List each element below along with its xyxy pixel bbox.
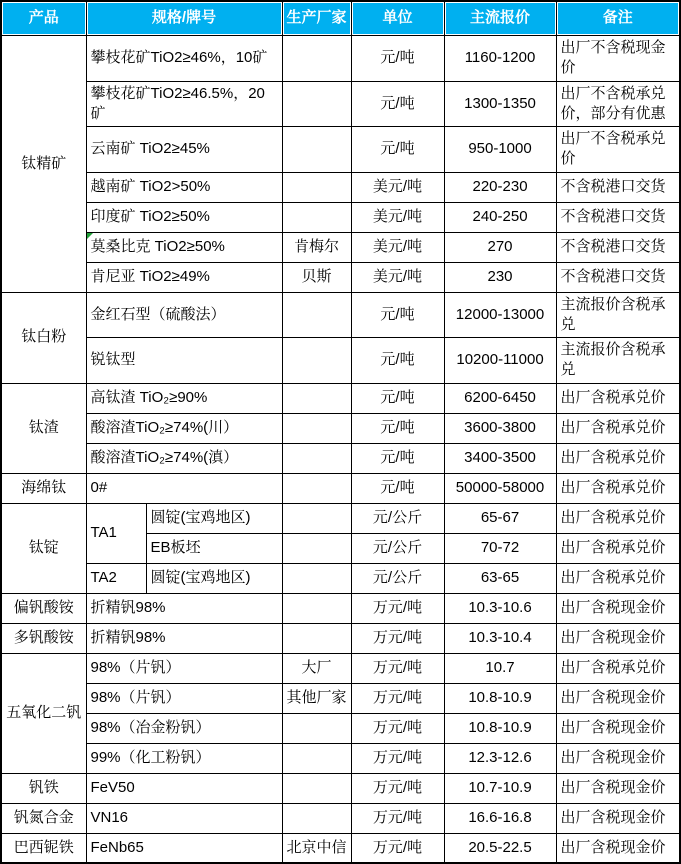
table-row: [1, 36, 680, 82]
cell-unit: 万元/吨: [351, 593, 444, 623]
cell-note: 出厂含税现金价: [556, 803, 680, 833]
cell-manufacturer: [282, 623, 351, 653]
cell-price: 1160-1200: [444, 36, 556, 82]
cell-note: 不含税港口交货: [556, 262, 680, 292]
table-row: [1, 743, 680, 773]
cell-price: 230: [444, 262, 556, 292]
cell-unit: 万元/吨: [351, 623, 444, 653]
cell-price: 10.7: [444, 653, 556, 683]
table-row: [1, 773, 680, 803]
cell-unit: 美元/吨: [351, 262, 444, 292]
cell-price: 10.3-10.4: [444, 623, 556, 653]
cell-unit: 美元/吨: [351, 172, 444, 202]
cell-price: 10200-11000: [444, 338, 556, 384]
cell-spec: 折精钒98%: [86, 593, 282, 623]
cell-note: 出厂不含税承兑价，部分有优惠: [556, 81, 680, 127]
cell-product-group: 巴西铌铁: [1, 833, 86, 863]
cell-note: 主流报价含税承兑: [556, 338, 680, 384]
table-row: [1, 413, 680, 443]
table-header-row: [1, 1, 680, 36]
cell-product-group: 钛锭: [1, 503, 86, 593]
cell-spec: FeV50: [86, 773, 282, 803]
cell-manufacturer: 其他厂家: [282, 683, 351, 713]
header-spec: 规格/牌号: [86, 1, 282, 36]
cell-note: 出厂含税承兑价: [556, 653, 680, 683]
cell-spec: 云南矿 TiO2≥45%: [86, 127, 282, 173]
cell-spec: 金红石型（硫酸法）: [86, 292, 282, 338]
table-row: [1, 383, 680, 413]
cell-price: 65-67: [444, 503, 556, 533]
cell-price: 1300-1350: [444, 81, 556, 127]
cell-price: 50000-58000: [444, 473, 556, 503]
cell-price: 10.8-10.9: [444, 683, 556, 713]
cell-unit: 万元/吨: [351, 743, 444, 773]
cell-note: 出厂含税承兑价: [556, 383, 680, 413]
header-manufacturer: 生产厂家: [282, 1, 351, 36]
cell-unit: 万元/吨: [351, 713, 444, 743]
cell-manufacturer: 贝斯: [282, 262, 351, 292]
cell-manufacturer: [282, 773, 351, 803]
cell-note: 不含税港口交货: [556, 202, 680, 232]
cell-unit: 元/吨: [351, 338, 444, 384]
cell-manufacturer: [282, 713, 351, 743]
cell-spec: 折精钒98%: [86, 623, 282, 653]
cell-unit: 元/吨: [351, 81, 444, 127]
cell-unit: 元/公斤: [351, 503, 444, 533]
cell-unit: 万元/吨: [351, 683, 444, 713]
cell-product-group: 多钒酸铵: [1, 623, 86, 653]
cell-spec: VN16: [86, 803, 282, 833]
table-row: [1, 833, 680, 863]
header-price: 主流报价: [444, 1, 556, 36]
table-row: [1, 653, 680, 683]
cell-note: 出厂含税承兑价: [556, 443, 680, 473]
cell-price: 270: [444, 232, 556, 262]
cell-spec: 印度矿 TiO2≥50%: [86, 202, 282, 232]
cell-manufacturer: [282, 443, 351, 473]
cell-manufacturer: [282, 36, 351, 82]
cell-product-group: 钛渣: [1, 383, 86, 473]
cell-unit: 元/吨: [351, 443, 444, 473]
cell-price: 10.8-10.9: [444, 713, 556, 743]
cell-manufacturer: [282, 803, 351, 833]
cell-unit: 元/公斤: [351, 563, 444, 593]
cell-note: 出厂含税现金价: [556, 593, 680, 623]
cell-unit: 万元/吨: [351, 803, 444, 833]
cell-corner-marker: [87, 233, 93, 239]
cell-note: 出厂含税现金价: [556, 833, 680, 863]
cell-unit: 万元/吨: [351, 773, 444, 803]
cell-price: 3600-3800: [444, 413, 556, 443]
cell-manufacturer: [282, 172, 351, 202]
table-row: [1, 443, 680, 473]
cell-price: 6200-6450: [444, 383, 556, 413]
cell-price: 70-72: [444, 533, 556, 563]
cell-unit: 元/吨: [351, 413, 444, 443]
table-row: [1, 127, 680, 173]
cell-spec: 高钛渣 TiO₂≥90%: [86, 383, 282, 413]
cell-manufacturer: 肯梅尔: [282, 232, 351, 262]
cell-unit: 元/公斤: [351, 533, 444, 563]
cell-manufacturer: [282, 202, 351, 232]
cell-unit: 元/吨: [351, 36, 444, 82]
cell-product-group: 五氧化二钒: [1, 653, 86, 773]
cell-manufacturer: [282, 127, 351, 173]
cell-unit: 元/吨: [351, 473, 444, 503]
table-row: [1, 232, 680, 262]
cell-spec: 98%（片钒）: [86, 653, 282, 683]
cell-spec: 越南矿 TiO2>50%: [86, 172, 282, 202]
cell-unit: 美元/吨: [351, 202, 444, 232]
cell-price: 220-230: [444, 172, 556, 202]
table-row: [1, 202, 680, 232]
table-row: [1, 172, 680, 202]
cell-manufacturer: 北京中信: [282, 833, 351, 863]
header-unit: 单位: [351, 1, 444, 36]
cell-price: 12000-13000: [444, 292, 556, 338]
cell-manufacturer: [282, 383, 351, 413]
cell-form: 圆锭(宝鸡地区): [146, 503, 282, 533]
cell-unit: 元/吨: [351, 127, 444, 173]
cell-price: 12.3-12.6: [444, 743, 556, 773]
cell-manufacturer: [282, 292, 351, 338]
cell-note: 出厂含税现金价: [556, 713, 680, 743]
header-note: 备注: [556, 1, 680, 36]
cell-spec: 98%（冶金粉钒）: [86, 713, 282, 743]
cell-spec: 攀枝花矿TiO2≥46%，10矿: [86, 36, 282, 82]
cell-note: 出厂含税承兑价: [556, 563, 680, 593]
table-row: [1, 81, 680, 127]
cell-manufacturer: [282, 563, 351, 593]
cell-unit: 万元/吨: [351, 833, 444, 863]
cell-note: 出厂不含税承兑价: [556, 127, 680, 173]
header-product: 产品: [1, 1, 86, 36]
cell-spec: [86, 232, 282, 262]
cell-grade: TA1: [86, 503, 146, 563]
cell-spec: 98%（片钒）: [86, 683, 282, 713]
cell-spec: FeNb65: [86, 833, 282, 863]
table-row: [1, 262, 680, 292]
cell-product-group: 海绵钛: [1, 473, 86, 503]
cell-price: 10.3-10.6: [444, 593, 556, 623]
cell-note: 出厂含税现金价: [556, 683, 680, 713]
cell-price: 63-65: [444, 563, 556, 593]
cell-product-group: 偏钒酸铵: [1, 593, 86, 623]
table-row: [1, 713, 680, 743]
cell-manufacturer: [282, 338, 351, 384]
table-row: [1, 503, 680, 533]
cell-note: 出厂含税承兑价: [556, 503, 680, 533]
cell-unit: 元/吨: [351, 292, 444, 338]
table-row: [1, 292, 680, 338]
cell-note: 主流报价含税承兑: [556, 292, 680, 338]
cell-price: 16.6-16.8: [444, 803, 556, 833]
cell-note: 出厂含税承兑价: [556, 533, 680, 563]
cell-manufacturer: [282, 81, 351, 127]
cell-grade: TA2: [86, 563, 146, 593]
table-row: [1, 803, 680, 833]
cell-spec: 肯尼亚 TiO2≥49%: [86, 262, 282, 292]
cell-price: 20.5-22.5: [444, 833, 556, 863]
spec-text: 莫桑比克 TiO2≥50%: [90, 237, 225, 255]
table-row: [1, 338, 680, 384]
cell-price: 240-250: [444, 202, 556, 232]
cell-unit: 万元/吨: [351, 653, 444, 683]
cell-manufacturer: [282, 593, 351, 623]
cell-price: 950-1000: [444, 127, 556, 173]
cell-product-group: 钒氮合金: [1, 803, 86, 833]
table-row: [1, 683, 680, 713]
cell-manufacturer: 大厂: [282, 653, 351, 683]
cell-manufacturer: [282, 413, 351, 443]
cell-note: 出厂含税承兑价: [556, 413, 680, 443]
table-row: [1, 473, 680, 503]
table-row: [1, 563, 680, 593]
table-row: [1, 593, 680, 623]
cell-spec: 酸溶渣TiO₂≥74%(川）: [86, 413, 282, 443]
cell-spec: 酸溶渣TiO₂≥74%(滇）: [86, 443, 282, 473]
cell-manufacturer: [282, 533, 351, 563]
cell-note: 出厂含税现金价: [556, 773, 680, 803]
cell-note: 出厂不含税现金价: [556, 36, 680, 82]
cell-price: 10.7-10.9: [444, 773, 556, 803]
cell-spec: 0#: [86, 473, 282, 503]
cell-note: 出厂含税现金价: [556, 623, 680, 653]
cell-product-group: 钒铁: [1, 773, 86, 803]
cell-unit: 元/吨: [351, 383, 444, 413]
cell-manufacturer: [282, 743, 351, 773]
cell-note: 出厂含税现金价: [556, 743, 680, 773]
cell-price: 3400-3500: [444, 443, 556, 473]
cell-manufacturer: [282, 473, 351, 503]
cell-manufacturer: [282, 503, 351, 533]
cell-spec: 攀枝花矿TiO2≥46.5%，20矿: [86, 81, 282, 127]
cell-spec: 锐钛型: [86, 338, 282, 384]
cell-product-group: 钛精矿: [1, 36, 86, 293]
cell-unit: 美元/吨: [351, 232, 444, 262]
table-row: [1, 623, 680, 653]
cell-form: EB板坯: [146, 533, 282, 563]
cell-product-group: 钛白粉: [1, 292, 86, 383]
cell-note: 不含税港口交货: [556, 232, 680, 262]
cell-note: 出厂含税承兑价: [556, 473, 680, 503]
cell-spec: 99%（化工粉钒）: [86, 743, 282, 773]
cell-form: 圆锭(宝鸡地区): [146, 563, 282, 593]
cell-note: 不含税港口交货: [556, 172, 680, 202]
